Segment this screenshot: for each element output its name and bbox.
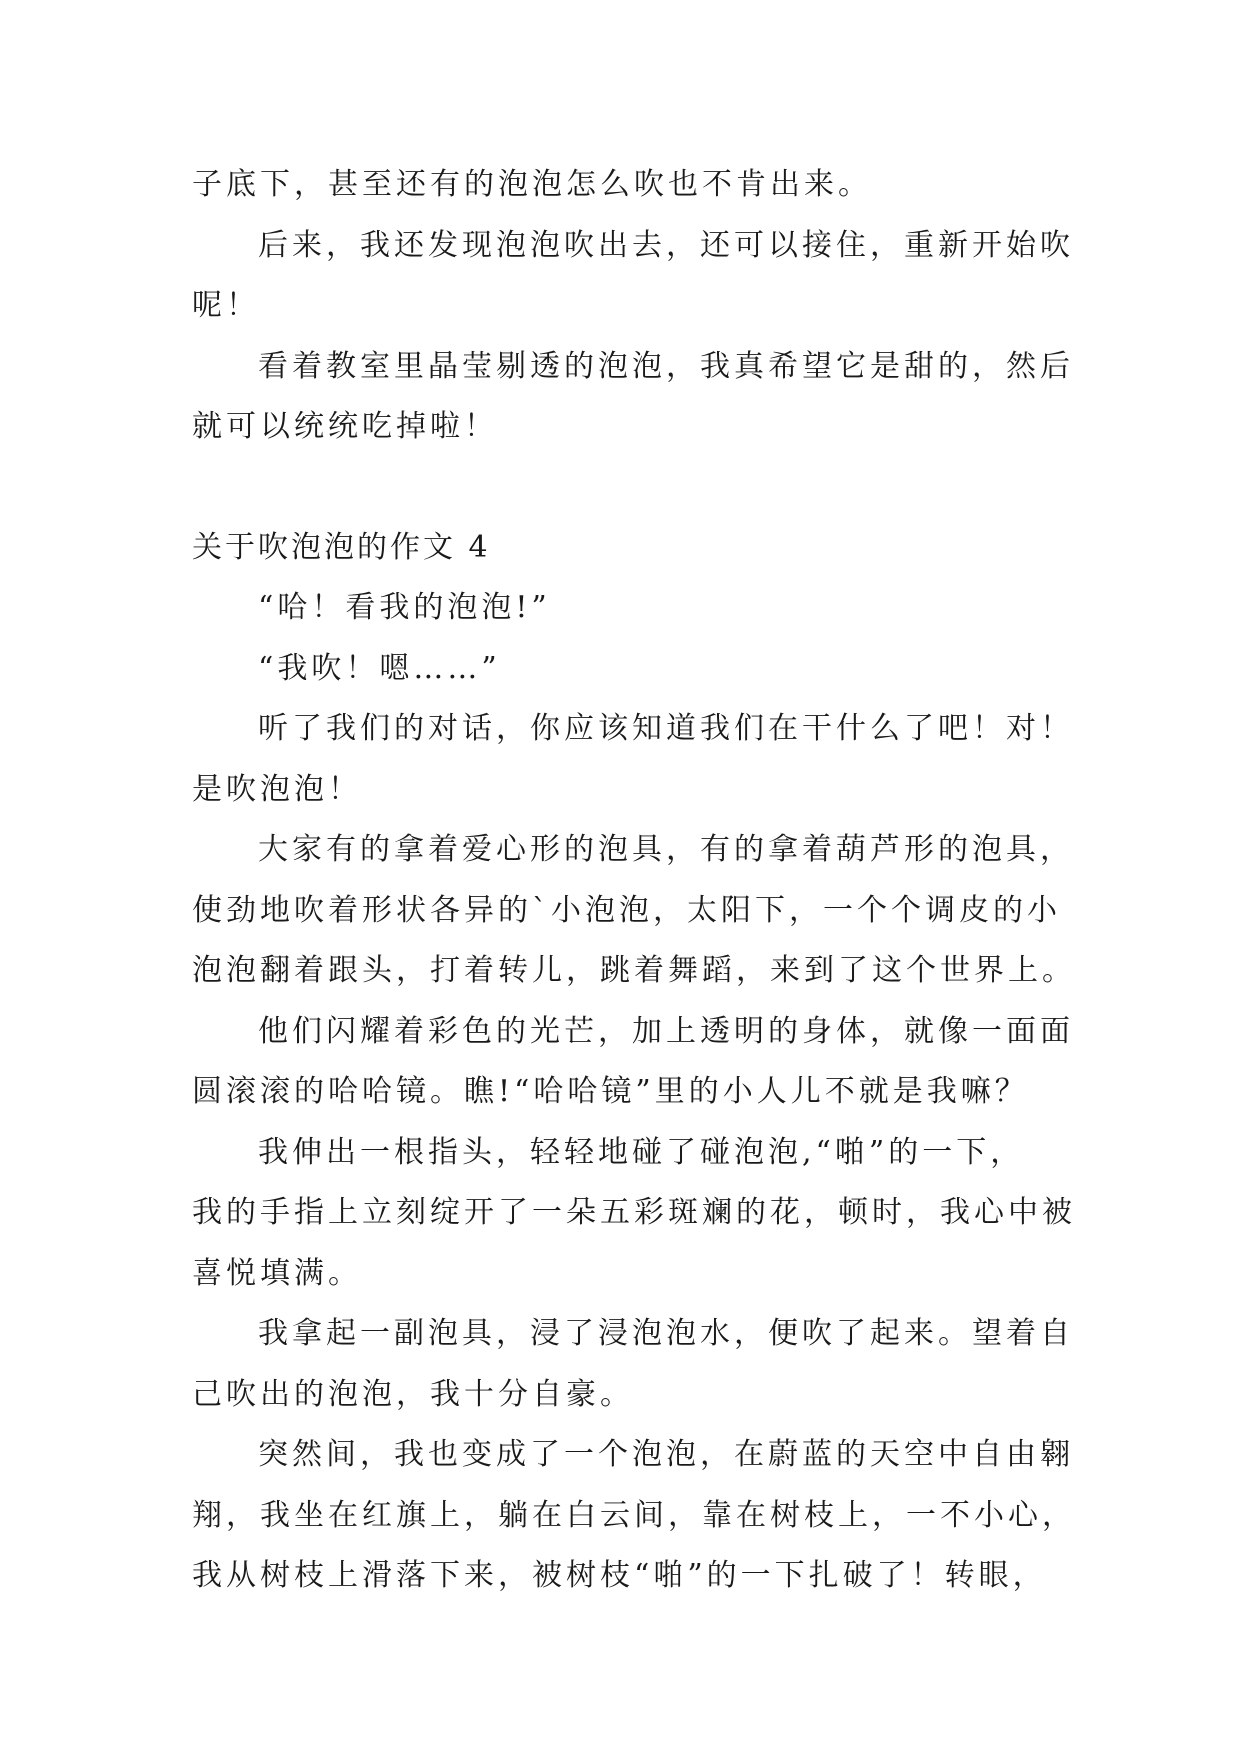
paragraph-line: 我从树枝上滑落下来，被树枝“啪”的一下扎破了！转眼，	[192, 1558, 1047, 1593]
paragraph-line: 我的手指上立刻绽开了一朵五彩斑斓的花，顿时，我心中被	[192, 1195, 1076, 1230]
section-gap	[192, 458, 1052, 518]
document-page	[192, 155, 1076, 1607]
paragraph-line: 我拿起一副泡具，浸了浸泡泡水，便吹了起来。望着自	[258, 1316, 1074, 1351]
paragraph-line: 子底下，甚至还有的泡泡怎么吹也不肯出来。	[192, 167, 872, 202]
essay-title: 关于吹泡泡的作文 4	[192, 529, 491, 565]
paragraph-line: “哈！看我的泡泡!”	[258, 590, 551, 625]
paragraph-line: 后来，我还发现泡泡吹出去，还可以接住，重新开始吹	[258, 227, 1074, 263]
paragraph-line: 翔，我坐在红旗上，躺在白云间，靠在树枝上，一不小心，	[192, 1497, 1076, 1533]
paragraph-line: 泡泡翻着跟头，打着转儿，跳着舞蹈，来到了这个世界上。	[192, 953, 1076, 988]
paragraph-line: 大家有的拿着爱心形的泡具，有的拿着葫芦形的泡具，	[258, 832, 1074, 867]
paragraph-line: 是吹泡泡！	[192, 771, 362, 807]
paragraph-line: 听了我们的对话，你应该知道我们在干什么了吧！对！	[258, 711, 1074, 746]
paragraph-line: 喜悦填满。	[192, 1255, 362, 1291]
paragraph-line: 使劲地吹着形状各异的`小泡泡，太阳下，一个个调皮的小	[192, 892, 1061, 928]
paragraph-line: 己吹出的泡泡，我十分自豪。	[192, 1376, 634, 1412]
paragraph-line: 就可以统统吃掉啦！	[192, 409, 498, 444]
paragraph-line: 圆滚滚的哈哈镜。瞧!“哈哈镜”里的小人儿不就是我嘛？	[192, 1074, 1029, 1109]
paragraph-line: 他们闪耀着彩色的光芒，加上透明的身体，就像一面面	[258, 1013, 1074, 1049]
paragraph-line: 呢！	[192, 288, 260, 323]
paragraph-line: 看着教室里晶莹剔透的泡泡，我真希望它是甜的，然后	[258, 348, 1074, 384]
paragraph-line: 我伸出一根指头，轻轻地碰了碰泡泡,“啪”的一下，	[258, 1134, 1025, 1170]
paragraph-line: 突然间，我也变成了一个泡泡，在蔚蓝的天空中自由翱	[258, 1437, 1074, 1472]
paragraph-line: “我吹！嗯……”	[258, 650, 501, 686]
